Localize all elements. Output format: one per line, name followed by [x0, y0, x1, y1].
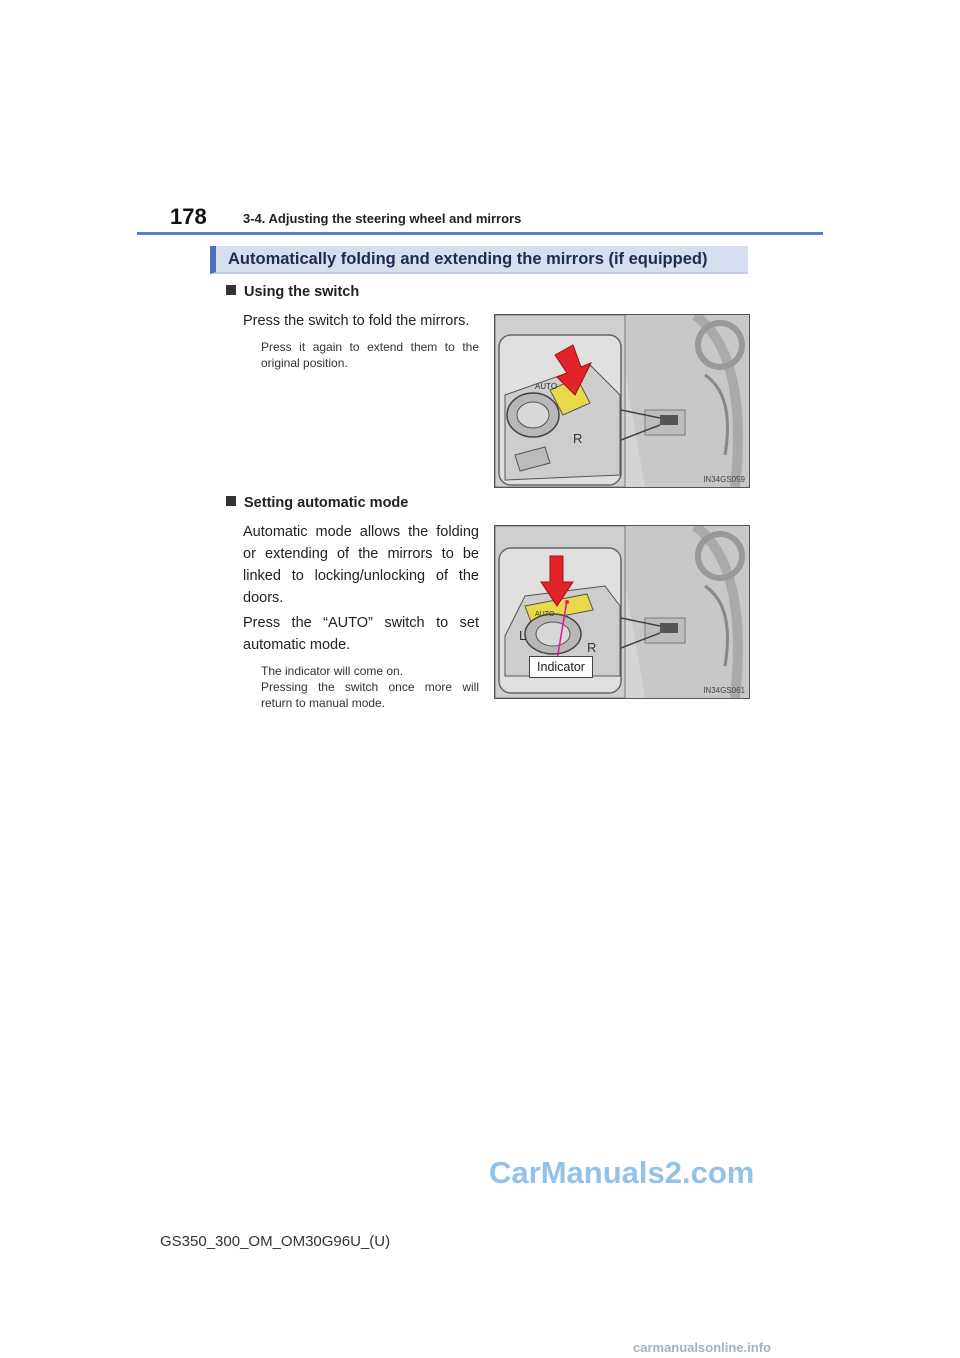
- subsection-heading-switch: [226, 284, 359, 300]
- paragraph-auto-mode: Automatic mode allows the folding or extending of the mirrors to be linked to locking/unlocking of the doors.: [243, 524, 479, 606]
- note-line-2: Pressing the switch once more will return to manual mode.: [261, 680, 479, 710]
- r-label-2: R: [587, 640, 597, 655]
- square-bullet-icon: [226, 496, 236, 506]
- section-title-box: [210, 246, 748, 274]
- indicator-callout: Indicator: [529, 656, 593, 678]
- auto-label-2: AUTO: [535, 611, 555, 618]
- heading-text: Setting automatic mode: [244, 495, 409, 511]
- watermark-logo: CarManuals2.com: [489, 1155, 755, 1190]
- square-bullet-icon: [226, 285, 236, 295]
- figure-code: IN34GS059: [703, 475, 745, 484]
- header-rule: [137, 232, 823, 235]
- door-switch-illustration: [495, 315, 749, 487]
- note-line-1: The indicator will come on.: [261, 664, 404, 678]
- section-title: Automatically folding and extending the mirrors (if equipped): [228, 250, 708, 268]
- page-number: 178: [170, 204, 207, 229]
- figure-auto-switch: [494, 525, 750, 699]
- r-label-1: R: [573, 431, 583, 446]
- figure-mirror-switch: [494, 314, 750, 488]
- auto-label-1: AUTO: [535, 382, 558, 391]
- figure-code: IN34GS061: [703, 686, 745, 695]
- note-indicator: [261, 663, 479, 711]
- subsection-heading-auto: [226, 495, 408, 511]
- heading-text: Using the switch: [244, 284, 360, 300]
- document-id: GS350_300_OM_OM30G96U_(U): [160, 1233, 391, 1250]
- section-header: 3-4. Adjusting the steering wheel and mirrors: [243, 211, 522, 226]
- paragraph-fold: Press the switch to fold the mirrors.: [243, 313, 470, 329]
- l-label: L: [519, 628, 527, 643]
- watermark-bottom: carmanualsonline.info: [633, 1340, 771, 1355]
- paragraph-press-auto: Press the “AUTO” switch to set automatic mode.: [243, 615, 479, 653]
- note-extend: Press it again to extend them to the original position.: [261, 340, 479, 370]
